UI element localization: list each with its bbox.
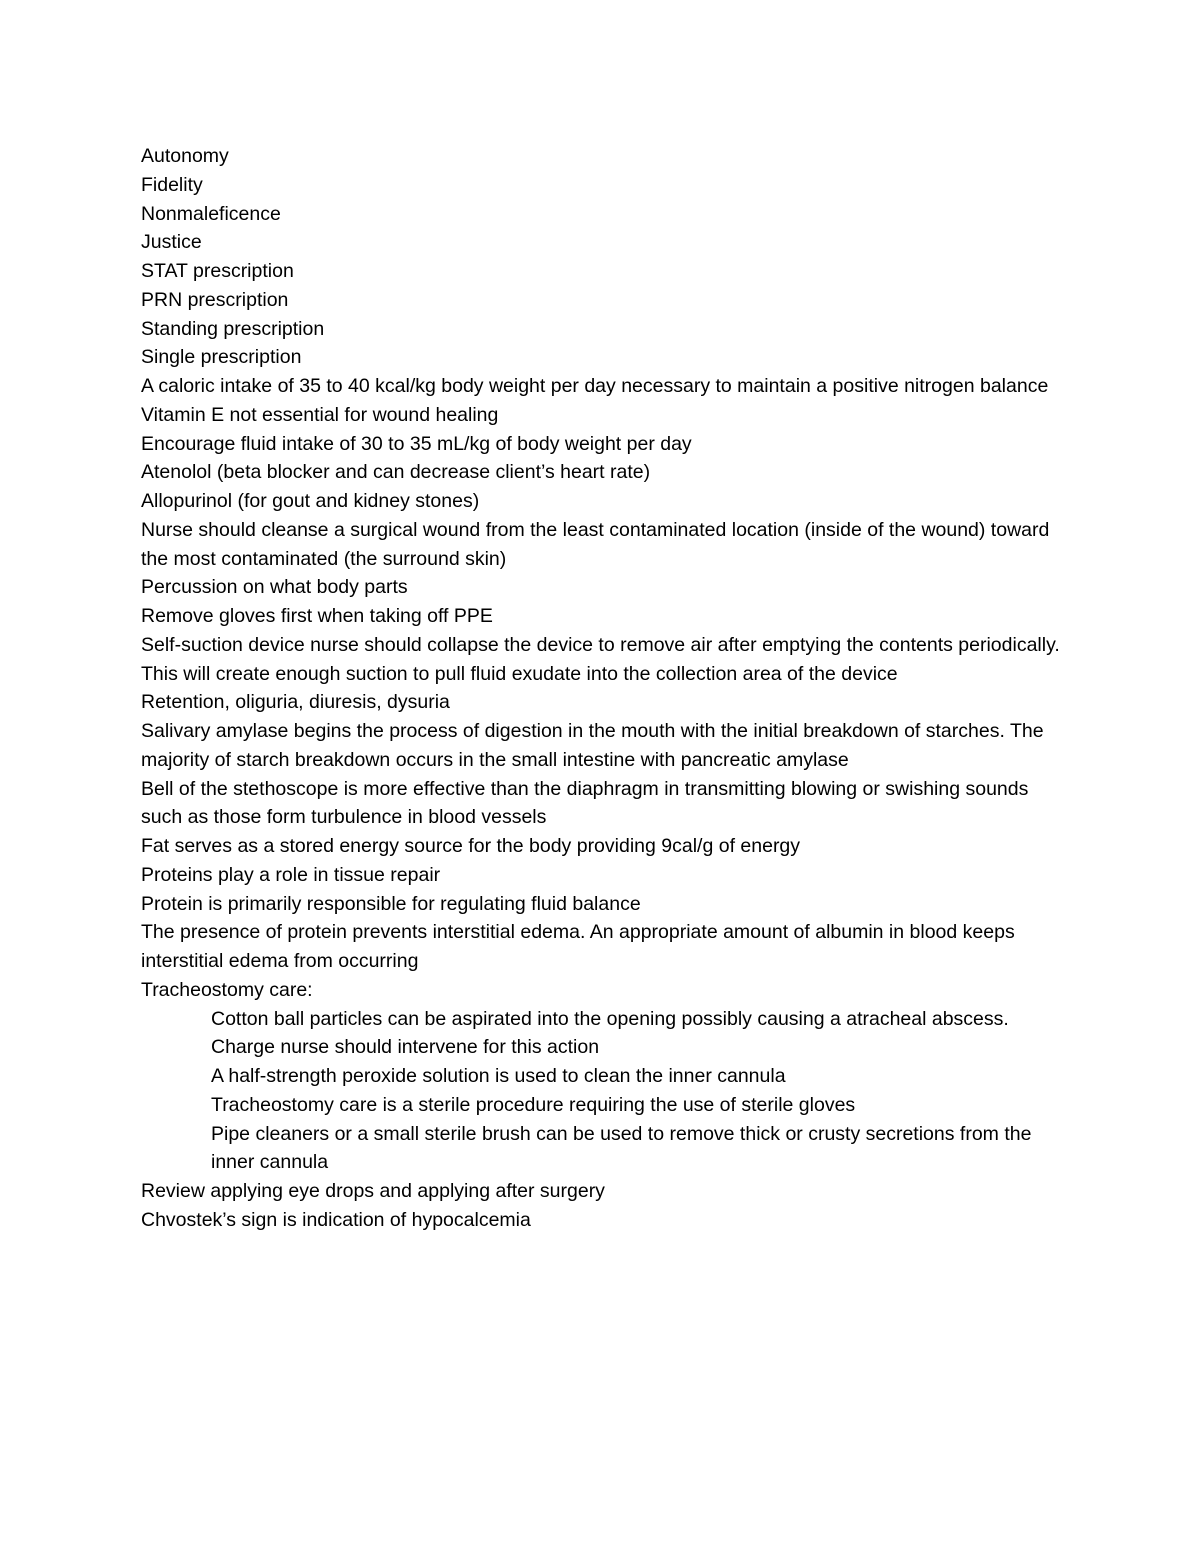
text-line: Fidelity — [141, 173, 203, 196]
text-line: Chvostek’s sign is indication of hypocalcemia — [141, 1208, 531, 1231]
list-item: Cotton ball particles can be aspirated into the opening possibly causing a atracheal abscess. Charge nurse should intervene for this action — [211, 1007, 1009, 1059]
list-item: Tracheostomy care is a sterile procedure requiring the use of sterile gloves — [211, 1093, 856, 1116]
text-line: Autonomy — [141, 145, 229, 167]
text-line: Vitamin E not essential for wound healing — [141, 403, 499, 426]
text-line: Nonmaleficence — [141, 202, 281, 225]
text-line: Single prescription — [141, 346, 302, 369]
text-line: PRN prescription — [141, 288, 289, 311]
text-line: Atenolol (beta blocker and can decrease client’s heart rate) — [141, 461, 651, 484]
tracheostomy-list — [141, 1005, 1071, 1178]
text-line: The presence of protein prevents interstitial edema. An appropriate amount of albumin in blood keeps interstitial edema from occurring — [141, 921, 1015, 972]
document-body — [141, 142, 1071, 1235]
text-line: STAT prescription — [141, 260, 294, 282]
list-item: Pipe cleaners or a small sterile brush can be used to remove thick or crusty secretions from the inner cannula — [211, 1122, 1032, 1174]
text-line: Retention, oliguria, diuresis, dysuria — [141, 691, 450, 714]
text-line: Fat serves as a stored energy source for the body providing 9cal/g of energy — [141, 835, 801, 857]
text-line: Self-suction device nurse should collapse the device to remove air after emptying the contents periodically. This will create enough suction to pull fluid exudate into the collection area of the device — [141, 633, 1060, 685]
text-line: Proteins play a role in tissue repair — [141, 863, 441, 886]
text-line: Bell of the stethoscope is more effective than the diaphragm in transmitting blowing or swishing sounds such as those form turbulence in blood vessels — [141, 777, 1029, 829]
text-line: Nurse should cleanse a surgical wound from the least contaminated location (inside of the wound) toward the most contaminated (the surround skin) — [141, 518, 1050, 570]
text-line: Allopurinol (for gout and kidney stones) — [141, 490, 480, 512]
section-heading: Tracheostomy care: — [141, 978, 313, 1001]
text-line: Percussion on what body parts — [141, 576, 408, 599]
text-line: Remove gloves first when taking off PPE — [141, 605, 493, 627]
text-line: Salivary amylase begins the process of digestion in the mouth with the initial breakdown of starches. The majority of starch breakdown occurs in the small intestine with pancreatic amylase — [141, 720, 1044, 771]
text-line: Justice — [141, 231, 202, 254]
text-line: Review applying eye drops and applying after surgery — [141, 1180, 605, 1202]
text-line: Encourage fluid intake of 30 to 35 mL/kg of body weight per day — [141, 432, 692, 455]
text-line: Standing prescription — [141, 317, 325, 340]
text-line: Protein is primarily responsible for regulating fluid balance — [141, 892, 641, 915]
list-item: A half-strength peroxide solution is used to clean the inner cannula — [211, 1065, 786, 1087]
text-line: A caloric intake of 35 to 40 kcal/kg body weight per day necessary to maintain a positive nitrogen balance — [141, 375, 1049, 397]
